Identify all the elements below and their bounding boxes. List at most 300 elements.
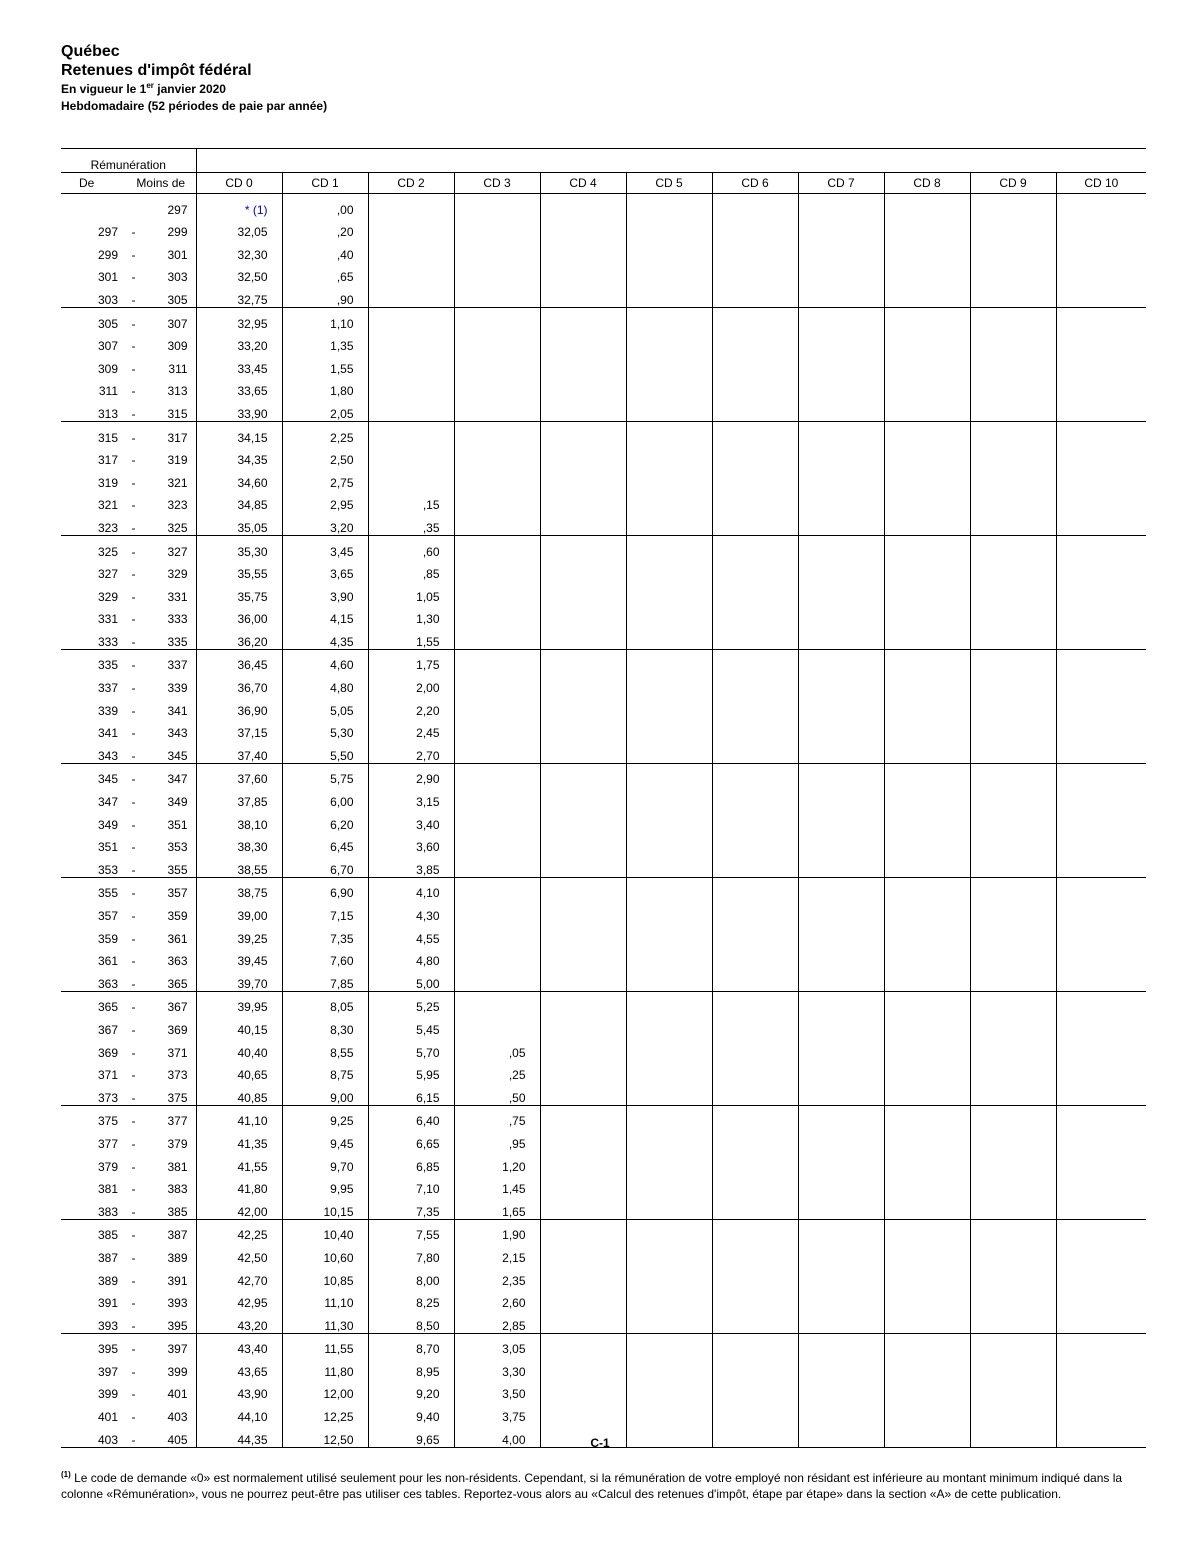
- cell-cd-10: [1056, 740, 1146, 763]
- cell-cd-2: 5,00: [368, 968, 454, 991]
- range-from: 377: [97, 1136, 118, 1151]
- cell-cd-0: 42,95: [196, 1288, 282, 1311]
- footnote-marker: (1): [61, 1470, 71, 1479]
- cell-cd-5: [626, 1082, 712, 1105]
- cell-cd-5: [626, 832, 712, 855]
- cell-cd-4: [540, 1288, 626, 1311]
- cell-cd-4: [540, 1014, 626, 1037]
- cell-cd-4: [540, 1196, 626, 1219]
- cell-cd-4: [540, 991, 626, 1014]
- range-to: 307: [141, 307, 196, 330]
- cell-cd-8: [884, 512, 970, 535]
- cell-cd-5: [626, 535, 712, 558]
- cell-cd-1: 11,30: [282, 1310, 368, 1333]
- cell-cd-1: 4,60: [282, 649, 368, 672]
- cell-cd-2: 3,85: [368, 854, 454, 877]
- cell-cd-2: [368, 284, 454, 307]
- cell-cd-8: [884, 353, 970, 376]
- cell-cd-0: 39,00: [196, 900, 282, 923]
- cell-cd-4: [540, 1242, 626, 1265]
- cell-cd-8: [884, 763, 970, 786]
- cell-cd-5: [626, 672, 712, 695]
- cell-cd-1: 10,40: [282, 1219, 368, 1242]
- cell-cd-9: [970, 512, 1056, 535]
- range-from: 327: [97, 567, 118, 582]
- range-dash: -: [131, 1250, 136, 1265]
- cell-cd-6: [712, 262, 798, 285]
- cell-cd-5: [626, 718, 712, 741]
- cell-cd-10: [1056, 331, 1146, 354]
- table-row: [61, 307, 1146, 330]
- cell-cd-1: 12,00: [282, 1379, 368, 1402]
- cell-cd-0: 36,70: [196, 672, 282, 695]
- table-row: [61, 1219, 1146, 1242]
- cell-cd-0: 42,00: [196, 1196, 282, 1219]
- cell-cd-1: ,00: [282, 194, 368, 217]
- cell-cd-8: [884, 1265, 970, 1288]
- cell-cd-7: [798, 968, 884, 991]
- range-to: 327: [141, 535, 196, 558]
- cell-cd-1: 11,10: [282, 1288, 368, 1311]
- cell-cd-5: [626, 900, 712, 923]
- range-from: 355: [97, 886, 118, 901]
- cell-cd-4: [540, 512, 626, 535]
- cell-cd-10: [1056, 1174, 1146, 1197]
- cell-cd-6: [712, 695, 798, 718]
- cell-cd-5: [626, 353, 712, 376]
- cell-cd-10: [1056, 923, 1146, 946]
- cell-cd-9: [970, 559, 1056, 582]
- cell-cd-10: [1056, 877, 1146, 900]
- range-from: 391: [97, 1296, 118, 1311]
- range-dash: -: [131, 1022, 136, 1037]
- cell-cd-7: [798, 649, 884, 672]
- cell-cd-3: 3,30: [454, 1356, 540, 1379]
- range-from: 397: [97, 1364, 118, 1379]
- cell-cd-8: [884, 923, 970, 946]
- cell-cd-2: [368, 421, 454, 444]
- cell-cd-5: [626, 421, 712, 444]
- table-row: [61, 1014, 1146, 1037]
- cell-cd-4: [540, 376, 626, 399]
- cell-cd-2: 7,80: [368, 1242, 454, 1265]
- cell-cd-5: [626, 262, 712, 285]
- range-to: 331: [141, 581, 196, 604]
- cell-cd-8: [884, 1333, 970, 1356]
- range-dash: -: [126, 968, 141, 991]
- range-to: 383: [141, 1174, 196, 1197]
- cell-cd-3: [454, 786, 540, 809]
- cell-cd-1: 7,60: [282, 946, 368, 969]
- range-from: 347: [97, 795, 118, 810]
- range-to: 313: [141, 376, 196, 399]
- table-row: [61, 194, 1146, 217]
- cell-cd-8: [884, 284, 970, 307]
- range-from: 305: [97, 316, 118, 331]
- cell-cd-7: [798, 239, 884, 262]
- cell-cd-4: [540, 535, 626, 558]
- cell-cd-9: [970, 786, 1056, 809]
- cell-cd-8: [884, 1082, 970, 1105]
- cell-cd-0: 35,30: [196, 535, 282, 558]
- cell-cd-3: [454, 740, 540, 763]
- cell-cd-6: [712, 1105, 798, 1128]
- cell-cd-7: [798, 1128, 884, 1151]
- cell-cd-3: ,25: [454, 1060, 540, 1083]
- cell-cd-3: [454, 194, 540, 217]
- cell-cd-3: 3,75: [454, 1401, 540, 1424]
- cell-cd-9: [970, 1242, 1056, 1265]
- cell-cd-7: [798, 923, 884, 946]
- cell-cd-6: [712, 1288, 798, 1311]
- cell-cd-1: 10,60: [282, 1242, 368, 1265]
- cell-cd-5: [626, 217, 712, 240]
- cell-cd-10: [1056, 946, 1146, 969]
- cell-cd-2: 8,50: [368, 1310, 454, 1333]
- cell-cd-6: [712, 946, 798, 969]
- cell-cd-0: 32,30: [196, 239, 282, 262]
- cell-cd-4: [540, 445, 626, 468]
- cell-cd-5: [626, 398, 712, 421]
- table-row: [61, 1105, 1146, 1128]
- cell-cd-4: [540, 559, 626, 582]
- cell-cd-0: 44,10: [196, 1401, 282, 1424]
- cell-cd-10: [1056, 559, 1146, 582]
- cell-cd-7: [798, 353, 884, 376]
- cell-cd-6: [712, 1128, 798, 1151]
- cell-cd-2: [368, 398, 454, 421]
- cell-cd-1: 9,70: [282, 1151, 368, 1174]
- cell-cd-1: 12,50: [282, 1424, 368, 1447]
- cell-cd-2: 8,70: [368, 1333, 454, 1356]
- cell-cd-6: [712, 1401, 798, 1424]
- range-to: 305: [141, 284, 196, 307]
- cell-cd-6: [712, 740, 798, 763]
- cell-cd-7: [798, 194, 884, 217]
- cell-cd-3: 2,15: [454, 1242, 540, 1265]
- cell-cd-7: [798, 421, 884, 444]
- cell-cd-0: 40,65: [196, 1060, 282, 1083]
- cell-cd-2: [368, 353, 454, 376]
- table-row: [61, 740, 1146, 763]
- cell-cd-7: [798, 262, 884, 285]
- cell-cd-0: 43,90: [196, 1379, 282, 1402]
- cell-cd-1: 5,50: [282, 740, 368, 763]
- range-dash: -: [131, 498, 136, 513]
- cell-cd-4: [540, 1174, 626, 1197]
- range-dash: -: [126, 284, 141, 307]
- cell-cd-4: [540, 398, 626, 421]
- cell-cd-10: [1056, 1265, 1146, 1288]
- cell-cd-3: 3,50: [454, 1379, 540, 1402]
- cell-cd-10: [1056, 1014, 1146, 1037]
- cell-cd-6: [712, 1014, 798, 1037]
- cell-cd-3: [454, 445, 540, 468]
- table-row: [61, 968, 1146, 991]
- cell-cd-5: [626, 626, 712, 649]
- range-from: 329: [97, 589, 118, 604]
- cell-cd-7: [798, 1379, 884, 1402]
- cell-cd-6: [712, 307, 798, 330]
- range-from: 307: [97, 339, 118, 354]
- table-row: [61, 490, 1146, 513]
- cell-cd-5: [626, 740, 712, 763]
- column-header-cd-6: CD 6: [712, 173, 798, 194]
- cell-cd-6: [712, 1174, 798, 1197]
- table-row: [61, 1356, 1146, 1379]
- cell-cd-8: [884, 1288, 970, 1311]
- table-row: [61, 809, 1146, 832]
- table-row: [61, 900, 1146, 923]
- cell-cd-1: 7,15: [282, 900, 368, 923]
- range-from: 325: [97, 544, 118, 559]
- cell-cd-9: [970, 1401, 1056, 1424]
- cell-cd-3: [454, 467, 540, 490]
- range-dash: [126, 194, 141, 217]
- cell-cd-0: 37,15: [196, 718, 282, 741]
- cell-cd-3: [454, 353, 540, 376]
- cell-cd-9: [970, 467, 1056, 490]
- cell-cd-8: [884, 490, 970, 513]
- cell-cd-0: 38,30: [196, 832, 282, 855]
- cell-cd-2: [368, 194, 454, 217]
- table-row: [61, 923, 1146, 946]
- cell-cd-7: [798, 1082, 884, 1105]
- cell-cd-3: [454, 854, 540, 877]
- cell-cd-9: [970, 1082, 1056, 1105]
- cell-cd-10: [1056, 1310, 1146, 1333]
- cell-cd-2: 5,45: [368, 1014, 454, 1037]
- cell-cd-7: [798, 1401, 884, 1424]
- table-row: [61, 331, 1146, 354]
- range-from: 375: [97, 1114, 118, 1129]
- cell-cd-7: [798, 217, 884, 240]
- cell-cd-4: [540, 1401, 626, 1424]
- cell-cd-0: 39,70: [196, 968, 282, 991]
- cell-cd-1: 2,75: [282, 467, 368, 490]
- cell-cd-5: [626, 968, 712, 991]
- cell-cd-0: 32,05: [196, 217, 282, 240]
- table-row: [61, 1060, 1146, 1083]
- cell-cd-1: 7,35: [282, 923, 368, 946]
- range-dash: -: [131, 681, 136, 696]
- cell-cd-9: [970, 581, 1056, 604]
- cell-cd-0: 34,35: [196, 445, 282, 468]
- cell-cd-3: [454, 763, 540, 786]
- table-row: [61, 1288, 1146, 1311]
- cell-cd-10: [1056, 1060, 1146, 1083]
- cell-cd-2: 7,35: [368, 1196, 454, 1219]
- cell-cd-0: 37,85: [196, 786, 282, 809]
- cell-cd-0: 43,40: [196, 1333, 282, 1356]
- cell-cd-7: [798, 284, 884, 307]
- cell-cd-7: [798, 1356, 884, 1379]
- cell-cd-6: [712, 1242, 798, 1265]
- cell-cd-5: [626, 1401, 712, 1424]
- cell-cd-9: [970, 535, 1056, 558]
- range-to: 391: [141, 1265, 196, 1288]
- range-to: 381: [141, 1151, 196, 1174]
- cell-cd-9: [970, 763, 1056, 786]
- cell-cd-2: 2,90: [368, 763, 454, 786]
- cell-cd-9: [970, 1379, 1056, 1402]
- cell-cd-9: [970, 239, 1056, 262]
- range-to: 403: [141, 1401, 196, 1424]
- footnote-text: Le code de demande «0» est normalement utilisé seulement pour les non-résidents. Cependant, si la rémunération de votre employé non résidant est inférieure au montant minimum indiqué dans la colonne «Rémunération», vous ne pourrez peut-être pas utiliser ces tables. Reportez-vous alors au «Calcul des retenues d'impôt, étape par étape» dans la section «A» de cette publication.: [61, 1471, 1123, 1501]
- cell-cd-8: [884, 649, 970, 672]
- cell-cd-3: 1,65: [454, 1196, 540, 1219]
- column-header-cd-8: CD 8: [884, 173, 970, 194]
- cell-cd-6: [712, 604, 798, 627]
- cell-cd-2: 8,00: [368, 1265, 454, 1288]
- cell-cd-0: * (1): [196, 194, 282, 217]
- range-from: 317: [97, 453, 118, 468]
- range-from: 299: [97, 247, 118, 262]
- cell-cd-4: [540, 718, 626, 741]
- cell-cd-1: 9,45: [282, 1128, 368, 1151]
- cell-cd-5: [626, 284, 712, 307]
- cell-cd-3: ,50: [454, 1082, 540, 1105]
- range-to: 369: [141, 1014, 196, 1037]
- range-dash: -: [131, 840, 136, 855]
- range-from: 337: [97, 681, 118, 696]
- range-dash: -: [131, 1068, 136, 1083]
- table-row: [61, 695, 1146, 718]
- cell-cd-1: 1,35: [282, 331, 368, 354]
- range-dash: -: [131, 225, 136, 240]
- table-row: [61, 786, 1146, 809]
- cell-cd-3: ,75: [454, 1105, 540, 1128]
- cell-cd-3: [454, 832, 540, 855]
- from-header: De: [61, 173, 126, 194]
- cell-cd-1: ,20: [282, 217, 368, 240]
- cell-cd-8: [884, 1219, 970, 1242]
- cell-cd-7: [798, 559, 884, 582]
- range-to: 385: [141, 1196, 196, 1219]
- cell-cd-2: 3,15: [368, 786, 454, 809]
- cell-cd-10: [1056, 832, 1146, 855]
- cell-cd-4: [540, 740, 626, 763]
- cell-cd-0: 38,55: [196, 854, 282, 877]
- cell-cd-1: 8,55: [282, 1037, 368, 1060]
- range-from: 367: [97, 1022, 118, 1037]
- cell-cd-8: [884, 740, 970, 763]
- cell-cd-0: 39,25: [196, 923, 282, 946]
- cell-cd-9: [970, 854, 1056, 877]
- cell-cd-7: [798, 398, 884, 421]
- cell-cd-9: [970, 1174, 1056, 1197]
- table-row: [61, 626, 1146, 649]
- range-dash: -: [131, 703, 136, 718]
- cell-cd-9: [970, 1151, 1056, 1174]
- cell-cd-9: [970, 832, 1056, 855]
- cell-cd-2: 1,30: [368, 604, 454, 627]
- cell-cd-8: [884, 946, 970, 969]
- cell-cd-7: [798, 307, 884, 330]
- table-row: [61, 581, 1146, 604]
- cell-cd-3: [454, 398, 540, 421]
- range-to: 299: [141, 217, 196, 240]
- range-from: 343: [61, 740, 126, 763]
- range-from: 311: [98, 384, 118, 399]
- cell-cd-3: 1,45: [454, 1174, 540, 1197]
- range-to: 329: [141, 559, 196, 582]
- cell-cd-9: [970, 626, 1056, 649]
- remuneration-header: Rémunération: [61, 149, 196, 173]
- cell-cd-2: 4,30: [368, 900, 454, 923]
- cell-cd-5: [626, 786, 712, 809]
- cell-cd-10: [1056, 1105, 1146, 1128]
- cell-cd-5: [626, 1060, 712, 1083]
- cell-cd-8: [884, 307, 970, 330]
- cell-cd-6: [712, 559, 798, 582]
- cell-cd-10: [1056, 239, 1146, 262]
- cell-cd-10: [1056, 786, 1146, 809]
- range-to: 389: [141, 1242, 196, 1265]
- cell-cd-4: [540, 239, 626, 262]
- range-from: 403: [61, 1424, 126, 1447]
- cell-cd-0: 44,35: [196, 1424, 282, 1447]
- cell-cd-5: [626, 331, 712, 354]
- cell-cd-3: [454, 649, 540, 672]
- cell-cd-10: [1056, 353, 1146, 376]
- cell-cd-8: [884, 626, 970, 649]
- cell-cd-5: [626, 1333, 712, 1356]
- cell-cd-0: 35,55: [196, 559, 282, 582]
- cell-cd-0: 32,75: [196, 284, 282, 307]
- table-row: [61, 445, 1146, 468]
- range-dash: -: [131, 361, 136, 376]
- cell-cd-1: 2,05: [282, 398, 368, 421]
- cell-cd-5: [626, 1151, 712, 1174]
- column-header-cd-7: CD 7: [798, 173, 884, 194]
- cell-cd-10: [1056, 535, 1146, 558]
- cell-cd-3: [454, 1014, 540, 1037]
- range-dash: -: [131, 1182, 136, 1197]
- range-to: 323: [141, 490, 196, 513]
- range-to: 351: [141, 809, 196, 832]
- cell-cd-1: 6,20: [282, 809, 368, 832]
- cell-cd-1: 12,25: [282, 1401, 368, 1424]
- range-from: 303: [61, 284, 126, 307]
- range-dash: -: [131, 1228, 136, 1243]
- range-to: 393: [141, 1288, 196, 1311]
- cell-cd-6: [712, 490, 798, 513]
- cell-cd-8: [884, 194, 970, 217]
- range-dash: -: [131, 954, 136, 969]
- range-from: 349: [97, 817, 118, 832]
- table-row: [61, 1082, 1146, 1105]
- range-from: [61, 194, 126, 217]
- range-dash: -: [131, 772, 136, 787]
- range-to: 337: [141, 649, 196, 672]
- cell-cd-10: [1056, 217, 1146, 240]
- cell-cd-8: [884, 604, 970, 627]
- cell-cd-2: ,85: [368, 559, 454, 582]
- table-row: [61, 284, 1146, 307]
- cell-cd-9: [970, 1196, 1056, 1219]
- range-from: 369: [97, 1045, 118, 1060]
- cell-cd-0: 40,85: [196, 1082, 282, 1105]
- range-to: 371: [141, 1037, 196, 1060]
- cell-cd-2: 2,45: [368, 718, 454, 741]
- cell-cd-3: [454, 331, 540, 354]
- cell-cd-7: [798, 672, 884, 695]
- cell-cd-2: ,35: [368, 512, 454, 535]
- cell-cd-1: 4,80: [282, 672, 368, 695]
- cell-cd-6: [712, 581, 798, 604]
- cell-cd-8: [884, 1196, 970, 1219]
